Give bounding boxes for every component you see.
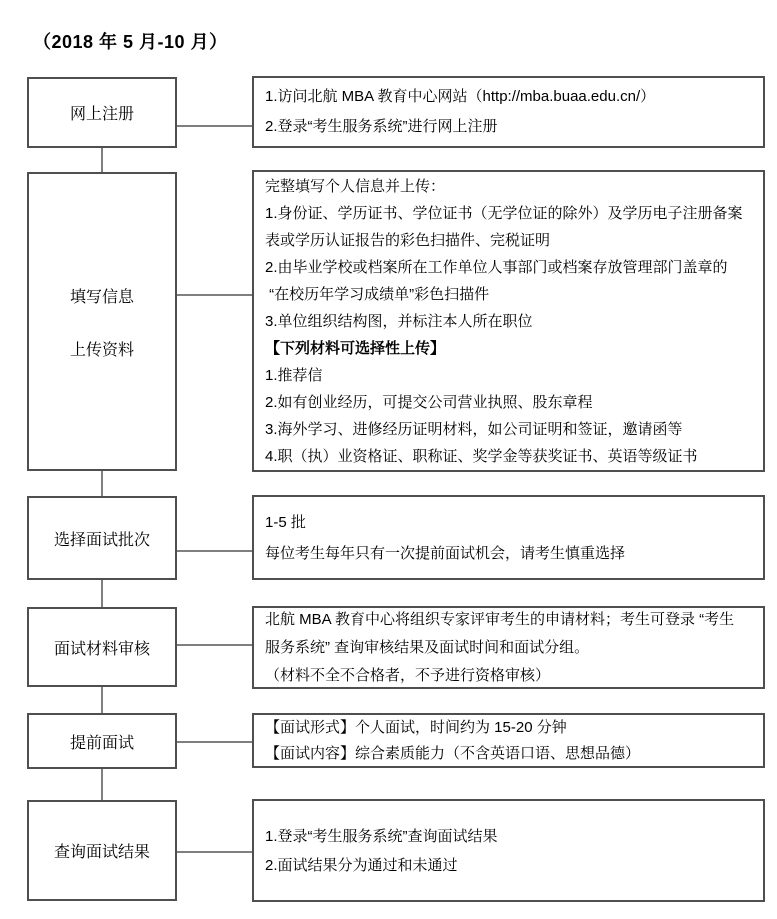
detail-box-fill-info-upload (252, 170, 765, 472)
detail-line: 2.登录“考生服务系统”进行网上注册 (265, 118, 498, 135)
detail-line-optional-header: 【下列材料可选择性上传】 (265, 339, 446, 357)
step-label: 填写信息 (69, 288, 134, 306)
detail-box-early-interview (252, 713, 765, 768)
detail-line: 完整填写个人信息并上传： (265, 177, 446, 195)
step-label: 上传资料 (69, 341, 134, 359)
detail-line: 表或学历认证报告的彩色扫描件、完税证明 (265, 231, 551, 249)
detail-line: 【面试内容】综合素质能力（不含英语口语、思想品德） (265, 744, 641, 762)
connector-line (101, 471, 103, 496)
detail-line: 4.职（执）业资格证、职称证、奖学金等获奖证书、英语等级证书 (265, 447, 698, 465)
step-label: 提前面试 (69, 734, 134, 752)
step-label: 选择面试批次 (53, 531, 150, 549)
detail-line: “在校历年学习成绩单”彩色扫描件 (265, 285, 490, 303)
detail-line: 1-5 批 (265, 513, 306, 531)
page-title: （2018 年 5 月-10 月） (33, 32, 228, 52)
step-box-fill-info-upload (27, 172, 177, 471)
detail-line: 2.由毕业学校或档案所在工作单位人事部门或档案存放管理部门盖章的 (265, 258, 728, 276)
detail-line: 北航 MBA 教育中心将组织专家评审考生的申请材料；考生可登录 “考生 (265, 610, 735, 628)
connector-line (101, 769, 103, 800)
connector-line (101, 148, 103, 172)
step-label: 网上注册 (69, 106, 134, 123)
step-label: 查询面试结果 (53, 844, 150, 861)
detail-line: 1.访问北航 MBA 教育中心网站（http://mba.buaa.edu.cn/） (265, 88, 656, 105)
detail-box-interview-material-review (252, 606, 765, 689)
connector-line (177, 644, 252, 646)
detail-line: 3.海外学习、进修经历证明材料，如公司证明和签证，邀请函等 (265, 420, 683, 438)
detail-line: 3.单位组织结构图，并标注本人所在职位 (265, 312, 533, 330)
detail-box-choose-interview-batch (252, 495, 765, 580)
connector-line (177, 294, 252, 296)
step-box-interview-material-review (27, 607, 177, 687)
detail-line: 2.面试结果分为通过和未通过 (265, 856, 458, 874)
connector-line (101, 687, 103, 713)
step-box-online-registration (27, 77, 177, 148)
connector-line (177, 125, 252, 127)
detail-line: 1.身份证、学历证书、学位证书（无学位证的除外）及学历电子注册备案 (265, 204, 743, 222)
detail-line: （材料不全不合格者，不予进行资格审核） (265, 666, 551, 684)
step-box-query-interview-result (27, 800, 177, 901)
detail-box-online-registration (252, 76, 765, 148)
step-box-choose-interview-batch (27, 496, 177, 580)
detail-line: 1.推荐信 (265, 366, 323, 384)
connector-line (177, 741, 252, 743)
connector-line (101, 580, 103, 607)
step-box-early-interview (27, 713, 177, 769)
detail-box-query-interview-result (252, 799, 765, 902)
detail-line: 2.如有创业经历，可提交公司营业执照、股东章程 (265, 393, 593, 411)
detail-line: 每位考生每年只有一次提前面试机会，请考生慎重选择 (265, 544, 626, 562)
detail-line: 1.登录“考生服务系统”查询面试结果 (265, 827, 498, 845)
connector-line (177, 851, 252, 853)
detail-line: 【面试形式】个人面试，时间约为 15-20 分钟 (265, 718, 567, 736)
connector-line (177, 550, 252, 552)
detail-line: 服务系统” 查询审核结果及面试时间和面试分组。 (265, 638, 590, 656)
step-label: 面试材料审核 (53, 640, 150, 658)
